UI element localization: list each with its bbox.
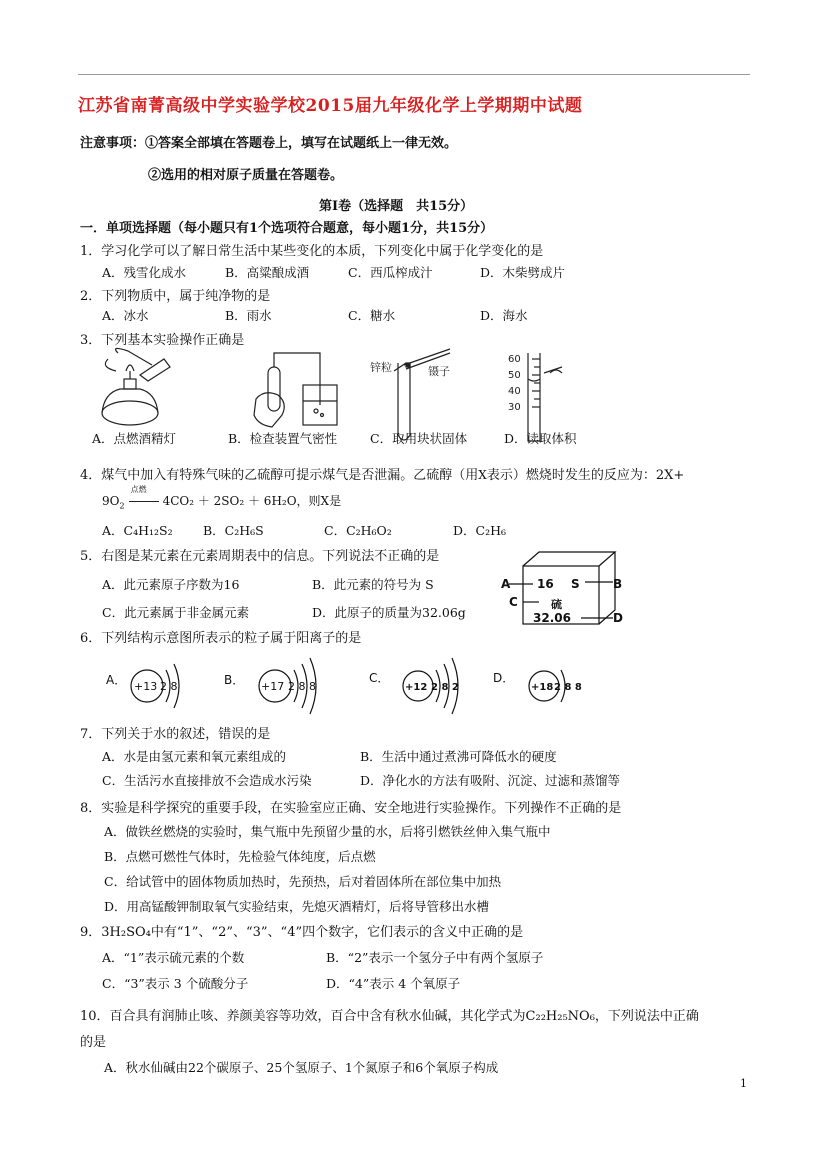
- page-title: 江苏省南菁高级中学实验学校2015届九年级化学上学期期中试题: [78, 96, 583, 116]
- question-8-option-a: A．做铁丝燃烧的实验时，集气瓶中先预留少量的水，后将引燃铁丝伸入集气瓶中: [104, 824, 551, 839]
- question-4-equation: $9O_2$ 点燃 4CO₂ ＋ 2SO₂ ＋ 6H₂O，则X是: [102, 485, 342, 511]
- equation-condition: 点燃: [130, 485, 147, 494]
- box-label-b: B: [613, 577, 623, 591]
- question-3-option-d: D．读取体积: [504, 431, 577, 446]
- question-4-option-a: A．C₄H₁₂S₂: [102, 523, 173, 538]
- cylinder-figure: [508, 353, 562, 441]
- box-atomic-mass: 32.06: [533, 611, 571, 625]
- question-3-option-c: C．取用块状固体: [370, 431, 468, 446]
- question-2-option-d: D．海水: [480, 308, 528, 323]
- question-5-stem: 5．右图是某元素在元素周期表中的信息。下列说法不正确的是: [80, 549, 440, 564]
- airtightness-figure: [254, 353, 337, 427]
- question-2-stem: 2．下列物质中，属于纯净物的是: [80, 289, 271, 304]
- q6-label-d: D．: [493, 671, 515, 685]
- question-8-option-d: D．用高锰酸钾制取氧气实验结束，先熄灭酒精灯，后将导管移出水槽: [104, 899, 490, 914]
- q6-label-b: B．: [224, 673, 245, 687]
- question-1-option-c: C．西瓜榨成汁: [348, 265, 433, 280]
- question-3-option-b: B．检查装置气密性: [228, 431, 338, 446]
- section-heading: 一．单项选择题（每小题只有1个选项符合题意，每小题1分，共15分）: [80, 221, 494, 236]
- alcohol-lamp-figure: [102, 348, 170, 425]
- q6-nucleus-a: +13: [134, 680, 158, 693]
- section-title: 第Ⅰ卷（选择题 共15分）: [319, 199, 474, 214]
- question-2-option-c: C．糖水: [348, 308, 396, 323]
- question-1-option-d: D．木柴劈成片: [480, 265, 566, 280]
- question-8-option-c: C．给试管中的固体物质加热时，先预热，后对着固体所在部位集中加热: [104, 874, 502, 889]
- question-4-option-d: D．C₂H₆: [453, 523, 507, 538]
- question-3-option-a: A．点燃酒精灯: [92, 431, 177, 446]
- q6-shells-d: 2 8 8: [554, 682, 582, 693]
- question-1-option-b: B．高粱酿成酒: [225, 265, 310, 280]
- q6-label-c: C．: [369, 671, 390, 685]
- question-9-option-a: A．“1”表示硫元素的个数: [102, 950, 245, 965]
- box-label-a: A: [501, 577, 511, 591]
- box-symbol: S: [571, 577, 580, 591]
- question-9-option-b: B．“2”表示一个氢分子中有两个氢原子: [326, 950, 544, 965]
- question-5-option-a: A．此元素原子序数为16: [102, 577, 240, 592]
- question-7-stem: 7．下列关于水的叙述，错误的是: [80, 727, 271, 742]
- q6-nucleus-c: +12: [405, 682, 428, 693]
- box-element-name: 硫: [551, 598, 562, 611]
- question-9-stem: 9．3H₂SO₄中有“1”、“2”、“3”、“4”四个数字，它们表示的含义中正确的是: [80, 925, 524, 940]
- question-5-option-b: B．此元素的符号为 S: [312, 577, 434, 592]
- question-6-stem: 6．下列结构示意图所表示的粒子属于阳离子的是: [80, 631, 362, 646]
- box-label-d: D: [613, 611, 623, 625]
- box-atomic-number: 16: [537, 577, 554, 591]
- cyl-30: 30: [508, 402, 521, 413]
- question-4-option-c: C．C₂H₆O₂: [324, 523, 392, 538]
- question-3-stem: 3．下列基本实验操作正确是: [80, 333, 245, 348]
- label-tweezers: 镊子: [428, 365, 450, 378]
- question-9-option-c: C．“3”表示 3 个硫酸分子: [102, 976, 249, 991]
- question-6-diagrams: [100, 648, 582, 718]
- question-7-option-c: C．生活污水直接排放不会造成水污染: [102, 773, 312, 788]
- label-zinc: 锌粒: [370, 361, 392, 374]
- notice-line-1: 注意事项：①答案全部填在答题卷上，填写在试题纸上一律无效。: [80, 136, 458, 151]
- question-4-option-b: B．C₂H₆S: [203, 523, 264, 538]
- cyl-40: 40: [508, 386, 521, 397]
- cyl-50: 50: [508, 370, 521, 381]
- question-5-option-c: C．此元素属于非金属元素: [102, 605, 250, 620]
- test-tube-figure: [370, 349, 450, 440]
- header-rule: [78, 74, 750, 75]
- notice-line-2: ②选用的相对原子质量在答题卷。: [148, 168, 344, 183]
- question-4-stem-line1: 4．煤气中加入有特殊气味的乙硫醇可提示煤气是否泄漏。乙硫醇（用X表示）燃烧时发生的反应为：2X+: [80, 468, 685, 483]
- question-8-stem: 8．实验是科学探究的重要手段，在实验室应正确、安全地进行实验操作。下列操作不正确的是: [80, 801, 622, 816]
- question-1-option-a: A．残雪化成水: [102, 265, 187, 280]
- q6-nucleus-b: +17: [261, 680, 285, 693]
- periodic-element-box: [497, 548, 632, 630]
- question-9-option-d: D．“4”表示 4 个氧原子: [326, 976, 461, 991]
- question-2-option-b: B．雨水: [225, 308, 272, 323]
- q6-shells-c: 2 8 2: [431, 682, 459, 693]
- q6-shells-a: 2 8: [160, 680, 178, 693]
- question-8-option-b: B．点燃可燃性气体时，先检验气体纯度，后点燃: [104, 849, 376, 864]
- question-7-option-d: D．净化水的方法有吸附、沉淀、过滤和蒸馏等: [360, 773, 621, 788]
- cyl-60: 60: [508, 354, 521, 365]
- question-10-option-a: A．秋水仙碱由22个碳原子、25个氢原子、1个氮原子和6个氧原子构成: [104, 1060, 499, 1075]
- question-10-stem-line2: 的是: [80, 1035, 107, 1050]
- q6-nucleus-d: +18: [531, 682, 554, 693]
- question-5-option-d: D．此原子的质量为32.06g: [312, 605, 466, 620]
- q6-shells-b: 2 8 8: [288, 680, 316, 693]
- q6-label-a: A．: [106, 673, 127, 687]
- box-label-c: C: [509, 595, 518, 609]
- question-7-option-a: A．水是由氢元素和氧元素组成的: [102, 749, 287, 764]
- question-1-stem: 1．学习化学可以了解日常生活中某些变化的本质，下列变化中属于化学变化的是: [80, 244, 544, 259]
- page-number: 1: [740, 1077, 747, 1090]
- question-10-stem-line1: 10．百合具有润肺止咳、养颜美容等功效，百合中含有秋水仙碱，其化学式为C₂₂H₂₅NO₆，下列说法中正确: [80, 1009, 699, 1024]
- question-7-option-b: B．生活中通过煮沸可降低水的硬度: [360, 749, 557, 764]
- question-2-option-a: A．冰水: [102, 308, 149, 323]
